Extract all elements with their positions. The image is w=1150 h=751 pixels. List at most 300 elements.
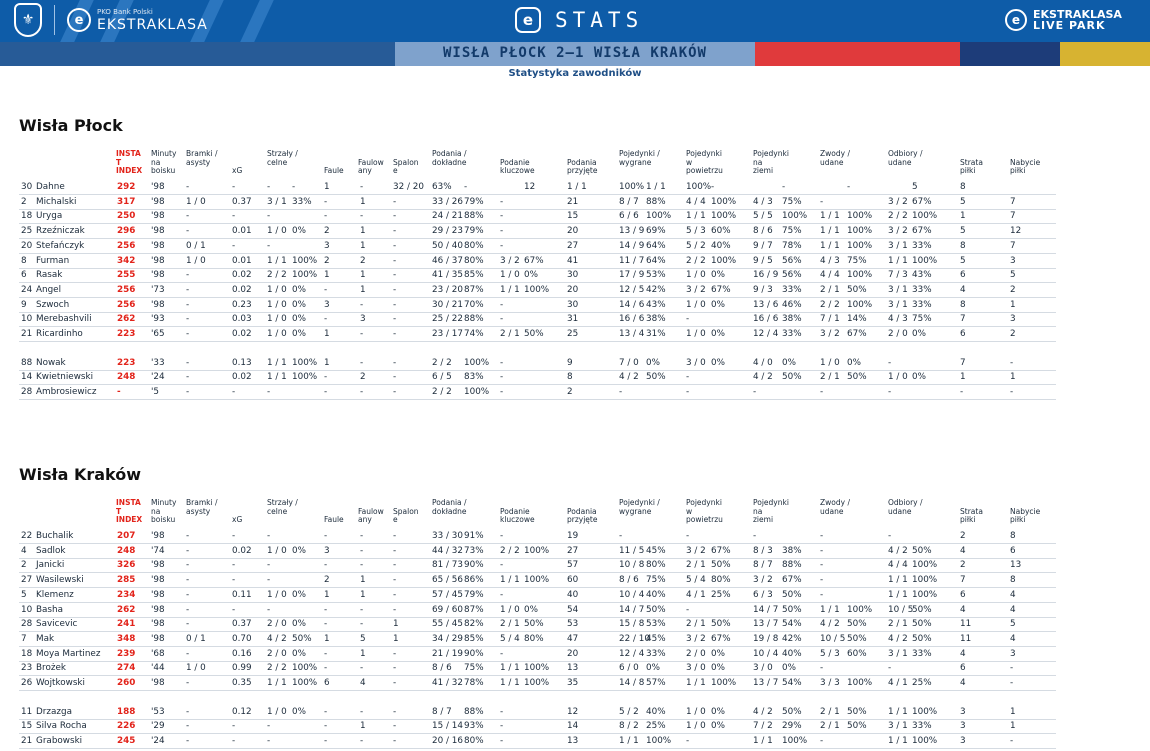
stat-cell: 40% [782,648,802,659]
table-row[interactable] [19,544,1056,559]
stat-cell: 0% [292,706,306,717]
stat-cell: 5 [960,255,966,266]
stat-cell: 1 [324,182,330,192]
stat-cell: - [500,531,504,541]
stat-cell: 50% [912,545,932,556]
stat-cell: 46% [782,299,802,310]
stat-cell: - [1010,663,1014,674]
stat-cell: 3 [1010,314,1016,325]
stat-cell: - [753,387,757,398]
stat-cell: 0.03 [232,314,252,325]
stat-cell: - [186,329,190,339]
stat-cell: 5 / 5 [753,211,773,222]
player-number: 21 [21,329,33,339]
stat-cell: 1 [324,589,330,600]
stat-cell: - [619,531,623,541]
stat-cell: - [500,706,504,717]
table-row[interactable] [19,356,1056,371]
stat-cell: 5 [960,196,966,207]
stat-cell: - [186,678,190,688]
stat-cell: 1 / 1 [820,211,840,222]
stat-cell: 25% [646,721,666,732]
stat-cell: - [232,387,236,398]
table-row[interactable] [19,661,1056,676]
column-header: Podanie kluczowe [500,506,535,524]
column-header: INSTA T INDEX [116,498,143,524]
stat-cell: 0% [292,299,306,310]
stat-cell: 100% [464,357,490,368]
table-row[interactable] [19,224,1056,239]
table-row[interactable] [19,529,1056,544]
stat-cell: - [847,182,851,192]
stat-cell: 1 / 1 [686,211,706,222]
stat-cell: 8 / 2 [619,721,639,732]
stat-cell: '68 [151,648,165,659]
stat-cell: '98 [151,211,165,222]
stat-cell: 100% [292,270,318,281]
column-header: Podania / dokładne [432,498,467,516]
stat-cell: - [186,575,190,586]
stat-cell: 1 / 0 [186,255,206,266]
brand-name: EKSTRAKLASA [97,16,208,33]
stat-cell: - [324,648,328,659]
stat-cell: '98 [151,226,165,237]
stat-cell: - [960,387,964,398]
stat-cell: - [360,706,364,717]
stat-cell: - [1010,736,1014,747]
stat-cell: 248 [117,372,136,383]
stat-cell: '29 [151,721,165,732]
stat-cell: 27 [567,240,579,251]
table-row[interactable] [19,588,1056,603]
player-name: Wojtkowski [36,678,85,688]
stat-cell: 8 / 7 [432,706,452,717]
stat-cell: '73 [151,284,165,295]
column-header: Podania / dokładne [432,149,467,167]
table-row[interactable] [19,705,1056,720]
stat-cell: 4 [1010,589,1016,600]
stat-cell: 1 / 1 [820,226,840,237]
player-name: Buchalik [36,531,74,541]
column-header: Faulow any [358,157,384,175]
stat-cell: 85% [464,270,484,281]
stat-cell: 1 / 1 [500,575,520,586]
player-number: 30 [21,182,33,192]
player-name: Szwoch [36,299,70,310]
stat-cell: 46 / 37 [432,255,463,266]
stat-cell: '98 [151,196,165,207]
stat-cell: - [232,736,236,747]
stat-cell: 1 / 1 [820,240,840,251]
player-number: 6 [21,270,27,281]
stat-cell: 8 [960,240,966,251]
stat-cell: 33% [782,329,802,339]
stat-cell: 90% [464,648,484,659]
stat-cell: '98 [151,589,165,600]
stat-cell: 80% [524,633,544,644]
stat-cell: 60% [711,226,731,237]
stat-cell: 7 [960,357,966,368]
stat-cell: 1 / 1 [500,284,520,295]
stat-cell: 20 [567,648,579,659]
stat-cell: '98 [151,299,165,310]
ekstraklasa-live-icon: e [1005,9,1027,31]
stat-cell: 239 [117,648,136,659]
stat-cell: 250 [117,211,136,222]
stat-cell: 30 [567,270,579,281]
stat-cell: 3 / 0 [686,663,706,674]
player-number: 20 [21,240,33,251]
stat-cell: 31% [646,329,666,339]
stat-cell: 80% [646,560,666,571]
stat-cell: - [686,372,690,383]
stat-cell: 50% [782,589,802,600]
stat-cell: 29% [782,721,802,732]
stat-cell: 1 [393,619,399,630]
stat-cell: 75% [847,255,867,266]
stat-cell: 14 / 9 [619,240,645,251]
stat-cell: 4 [360,678,366,688]
stat-cell: 75% [464,663,484,674]
stat-cell: 79% [464,226,484,237]
stat-cell: 2 / 2 [267,663,287,674]
stat-cell: 83% [464,372,484,383]
player-number: 24 [21,284,33,295]
stat-cell: 255 [117,270,136,281]
stat-cell: 2 / 2 [432,357,452,368]
stat-cell: 4 / 1 [686,589,706,600]
table-row[interactable] [19,603,1056,618]
stat-cell: - [324,387,328,398]
table-row[interactable] [19,647,1056,662]
column-header: Minuty na boisku [151,498,177,524]
stat-cell: 22 / 10 [619,633,650,644]
stat-cell: 100% [292,255,318,266]
stat-cell: 33 / 26 [432,196,463,207]
stat-cell: 2 / 0 [267,619,287,630]
table-row[interactable] [19,209,1056,224]
player-name: Uryga [36,211,63,222]
stat-cell: 0.35 [232,678,252,688]
stat-cell: 100% [646,736,672,747]
stat-cell: 88% [646,196,666,207]
stat-cell: 100% [292,678,318,688]
stat-cell: - [500,589,504,600]
stat-cell: - [360,736,364,747]
player-number: 23 [21,663,33,674]
stat-cell: 75% [782,196,802,207]
stat-cell: - [393,560,397,571]
ekstraklasa-logo-icon: e [67,8,91,32]
stat-cell: 40% [646,706,666,717]
stat-cell: '98 [151,575,165,586]
stat-cell: 2 / 1 [888,619,908,630]
stat-cell: 29 / 23 [432,226,463,237]
stat-cell: 60% [847,648,867,659]
stat-cell: - [500,240,504,251]
stat-cell: 100% [464,387,490,398]
stat-cell: - [500,721,504,732]
stat-cell: 1 / 1 [888,736,908,747]
column-header: Podania przyjęte [567,506,598,524]
stat-cell: - [360,357,364,368]
stat-cell: 2 [324,575,330,586]
stat-cell: - [360,560,364,571]
stat-cell: '98 [151,531,165,541]
player-number: 14 [21,372,33,383]
player-name: Janicki [36,560,65,571]
stat-cell: 0% [912,372,926,383]
stat-cell: 223 [117,357,136,368]
stat-cell: 100% [292,663,318,674]
stat-cell: - [393,387,397,398]
table-row[interactable] [19,632,1056,647]
stat-cell: 0% [292,284,306,295]
table-row[interactable] [19,239,1056,254]
column-header: Nabycie piłki [1010,506,1041,524]
stat-cell: 8 / 6 [619,575,639,586]
stat-cell: 1 / 0 [267,226,287,237]
stat-cell: 86% [464,575,484,586]
stat-cell: 2 [324,226,330,237]
player-name: Ambrosiewicz [36,387,97,398]
stat-cell: - [324,196,328,207]
table-row[interactable] [19,385,1056,400]
stat-cell: - [393,736,397,747]
stat-cell: - [232,560,236,571]
stat-cell: 100% [711,196,737,207]
table-row[interactable] [19,312,1056,327]
stat-cell: 0% [711,299,725,310]
stat-cell: 0% [782,663,796,674]
column-header: Pojedynki / wygrane [619,498,660,516]
stat-cell: 50% [782,706,802,717]
stats-logo-icon: e [515,7,541,33]
table-row[interactable] [19,719,1056,734]
stat-cell: 0% [292,329,306,339]
stat-cell: 12 / 4 [753,329,779,339]
stat-cell: 9 / 7 [753,240,773,251]
stat-cell: - [186,560,190,571]
stat-cell: - [324,211,328,222]
stat-cell: 0% [912,329,926,339]
stat-cell: 0.37 [232,196,252,207]
stat-cell: - [186,357,190,368]
stat-cell: 7 / 0 [619,357,639,368]
stat-cell: 245 [117,736,136,747]
stat-cell: - [500,648,504,659]
stat-cell: 100% [912,575,938,586]
stat-cell: 100% [847,270,873,281]
stat-cell: '24 [151,736,165,747]
column-header: xG [232,166,243,175]
player-name: Merebashvili [36,314,92,325]
stat-cell: 33% [912,240,932,251]
stat-cell: - [360,663,364,674]
stat-cell: - [324,314,328,325]
stat-cell: 4 / 2 [820,619,840,630]
stat-cell: 10 / 4 [619,589,645,600]
stat-cell: - [186,545,190,556]
stat-cell: 2 / 1 [820,706,840,717]
stat-cell: 8 / 7 [753,560,773,571]
stat-cell: - [324,619,328,630]
stat-cell: 40% [646,589,666,600]
stat-cell: 45% [646,545,666,556]
stat-cell: 4 / 2 [619,372,639,383]
stat-cell: 87% [464,284,484,295]
stat-cell: 38% [782,314,802,325]
stat-cell: 4 / 4 [686,196,706,207]
stat-cell: 45% [646,633,666,644]
table-row[interactable] [19,298,1056,313]
stat-cell: 80% [464,240,484,251]
stat-cell: 50% [524,329,544,339]
stat-cell: 67% [711,284,731,295]
stat-cell: 6 [324,678,330,688]
stat-cell: 100% [711,678,737,688]
stat-cell: 38% [646,314,666,325]
stat-cell: 0.02 [232,270,252,281]
stat-cell: 1 / 1 [267,372,287,383]
column-header: Bramki / asysty [186,149,218,167]
stat-cell: - [267,736,271,747]
stat-cell: 1 / 1 [820,604,840,615]
stat-cell: 23 / 17 [432,329,463,339]
table-row[interactable] [19,283,1056,298]
stat-cell: - [888,357,892,368]
stat-cell: - [393,706,397,717]
stat-cell: 207 [117,531,136,541]
stat-cell: 4 / 1 [888,678,908,688]
stat-cell: 20 [567,284,579,295]
player-name: Wasilewski [36,575,84,586]
stat-cell: 90% [464,560,484,571]
stat-cell: 1 / 1 [646,182,666,192]
stat-cell: 256 [117,284,136,295]
stat-cell: 4 / 2 [888,545,908,556]
stat-cell: 4 [960,648,966,659]
stat-cell: 2 / 0 [686,648,706,659]
table-row[interactable] [19,573,1056,588]
stat-cell: 16 / 6 [753,314,779,325]
player-name: Furman [36,255,70,266]
stat-cell: 13 / 6 [753,299,779,310]
stat-cell: - [393,329,397,339]
stat-cell: 1 [960,211,966,222]
stat-cell: - [360,211,364,222]
stat-cell: 50% [847,706,867,717]
stat-cell: 7 / 3 [888,270,908,281]
stat-cell: '98 [151,240,165,251]
table-row[interactable] [19,558,1056,573]
stat-cell: 2 / 2 [820,299,840,310]
column-header: Minuty na boisku [151,149,177,175]
stat-cell: 54% [782,619,802,630]
stat-cell: 100% [524,545,550,556]
stat-cell: 100% [782,736,808,747]
stat-cell: 6 [1010,545,1016,556]
stat-cell: 50% [646,604,666,615]
stat-cell: 3 / 0 [686,357,706,368]
stat-cell: 5 [912,182,918,192]
stat-cell: 0% [782,357,796,368]
sponsor-logo[interactable] [14,3,208,37]
stat-cell: 1 [360,284,366,295]
player-name: Grabowski [36,736,83,747]
stat-cell: 50% [782,372,802,383]
player-number: 8 [21,255,27,266]
stat-cell: 19 / 8 [753,633,779,644]
column-header: Faule [324,166,344,175]
stat-cell: 4 / 0 [753,357,773,368]
stat-cell: 43% [912,270,932,281]
stat-cell: - [186,372,190,383]
stat-cell: 223 [117,329,136,339]
stat-cell: - [186,604,190,615]
stat-cell: 57 / 45 [432,589,463,600]
stat-cell: - [393,663,397,674]
stat-cell: 53% [646,270,666,281]
banner-left-art [0,42,395,66]
stat-cell: 25 / 22 [432,314,463,325]
table-row[interactable] [19,195,1056,210]
stat-cell: 1 [360,575,366,586]
player-number: 15 [21,721,33,732]
stat-cell: 35 [567,678,579,688]
stat-cell: - [888,387,892,398]
stat-cell: 50% [847,721,867,732]
table-row[interactable] [19,327,1056,342]
stat-cell: 81 / 73 [432,560,463,571]
player-number: 18 [21,211,33,222]
table-row[interactable] [19,676,1056,691]
table-row[interactable] [19,617,1056,632]
column-header: Odbiory / udane [888,498,923,516]
stat-cell: 1 [1010,299,1016,310]
stat-cell: 10 / 4 [753,648,779,659]
stat-cell: - [186,619,190,630]
table-row[interactable] [19,370,1056,385]
stat-cell: 50% [912,619,932,630]
stat-cell: 3 / 1 [888,299,908,310]
stat-cell: 100% [847,299,873,310]
stat-cell: - [820,589,824,600]
stat-cell: '98 [151,619,165,630]
stat-cell: 6 [960,270,966,281]
stat-cell: 1 / 1 [267,255,287,266]
stat-cell: 8 [1010,575,1016,586]
table-row[interactable] [19,734,1056,749]
stat-cell: - [393,314,397,325]
stat-cell: 7 [960,314,966,325]
live-park-logo[interactable] [1005,9,1122,31]
stat-cell: 10 / 5 [820,633,846,644]
column-header: Bramki / asysty [186,498,218,516]
stat-cell: 78% [464,678,484,688]
table-row[interactable] [19,180,1056,195]
stat-cell: 1 [324,329,330,339]
stat-cell: 4 [960,678,966,688]
stat-cell: 100% [912,706,938,717]
stat-cell: '98 [151,270,165,281]
stat-cell: 67% [524,255,544,266]
stat-cell: 15 / 14 [432,721,463,732]
stat-cell: 1 [393,633,399,644]
table-row[interactable] [19,254,1056,269]
stat-cell: 2 / 2 [267,270,287,281]
table-row[interactable] [19,268,1056,283]
